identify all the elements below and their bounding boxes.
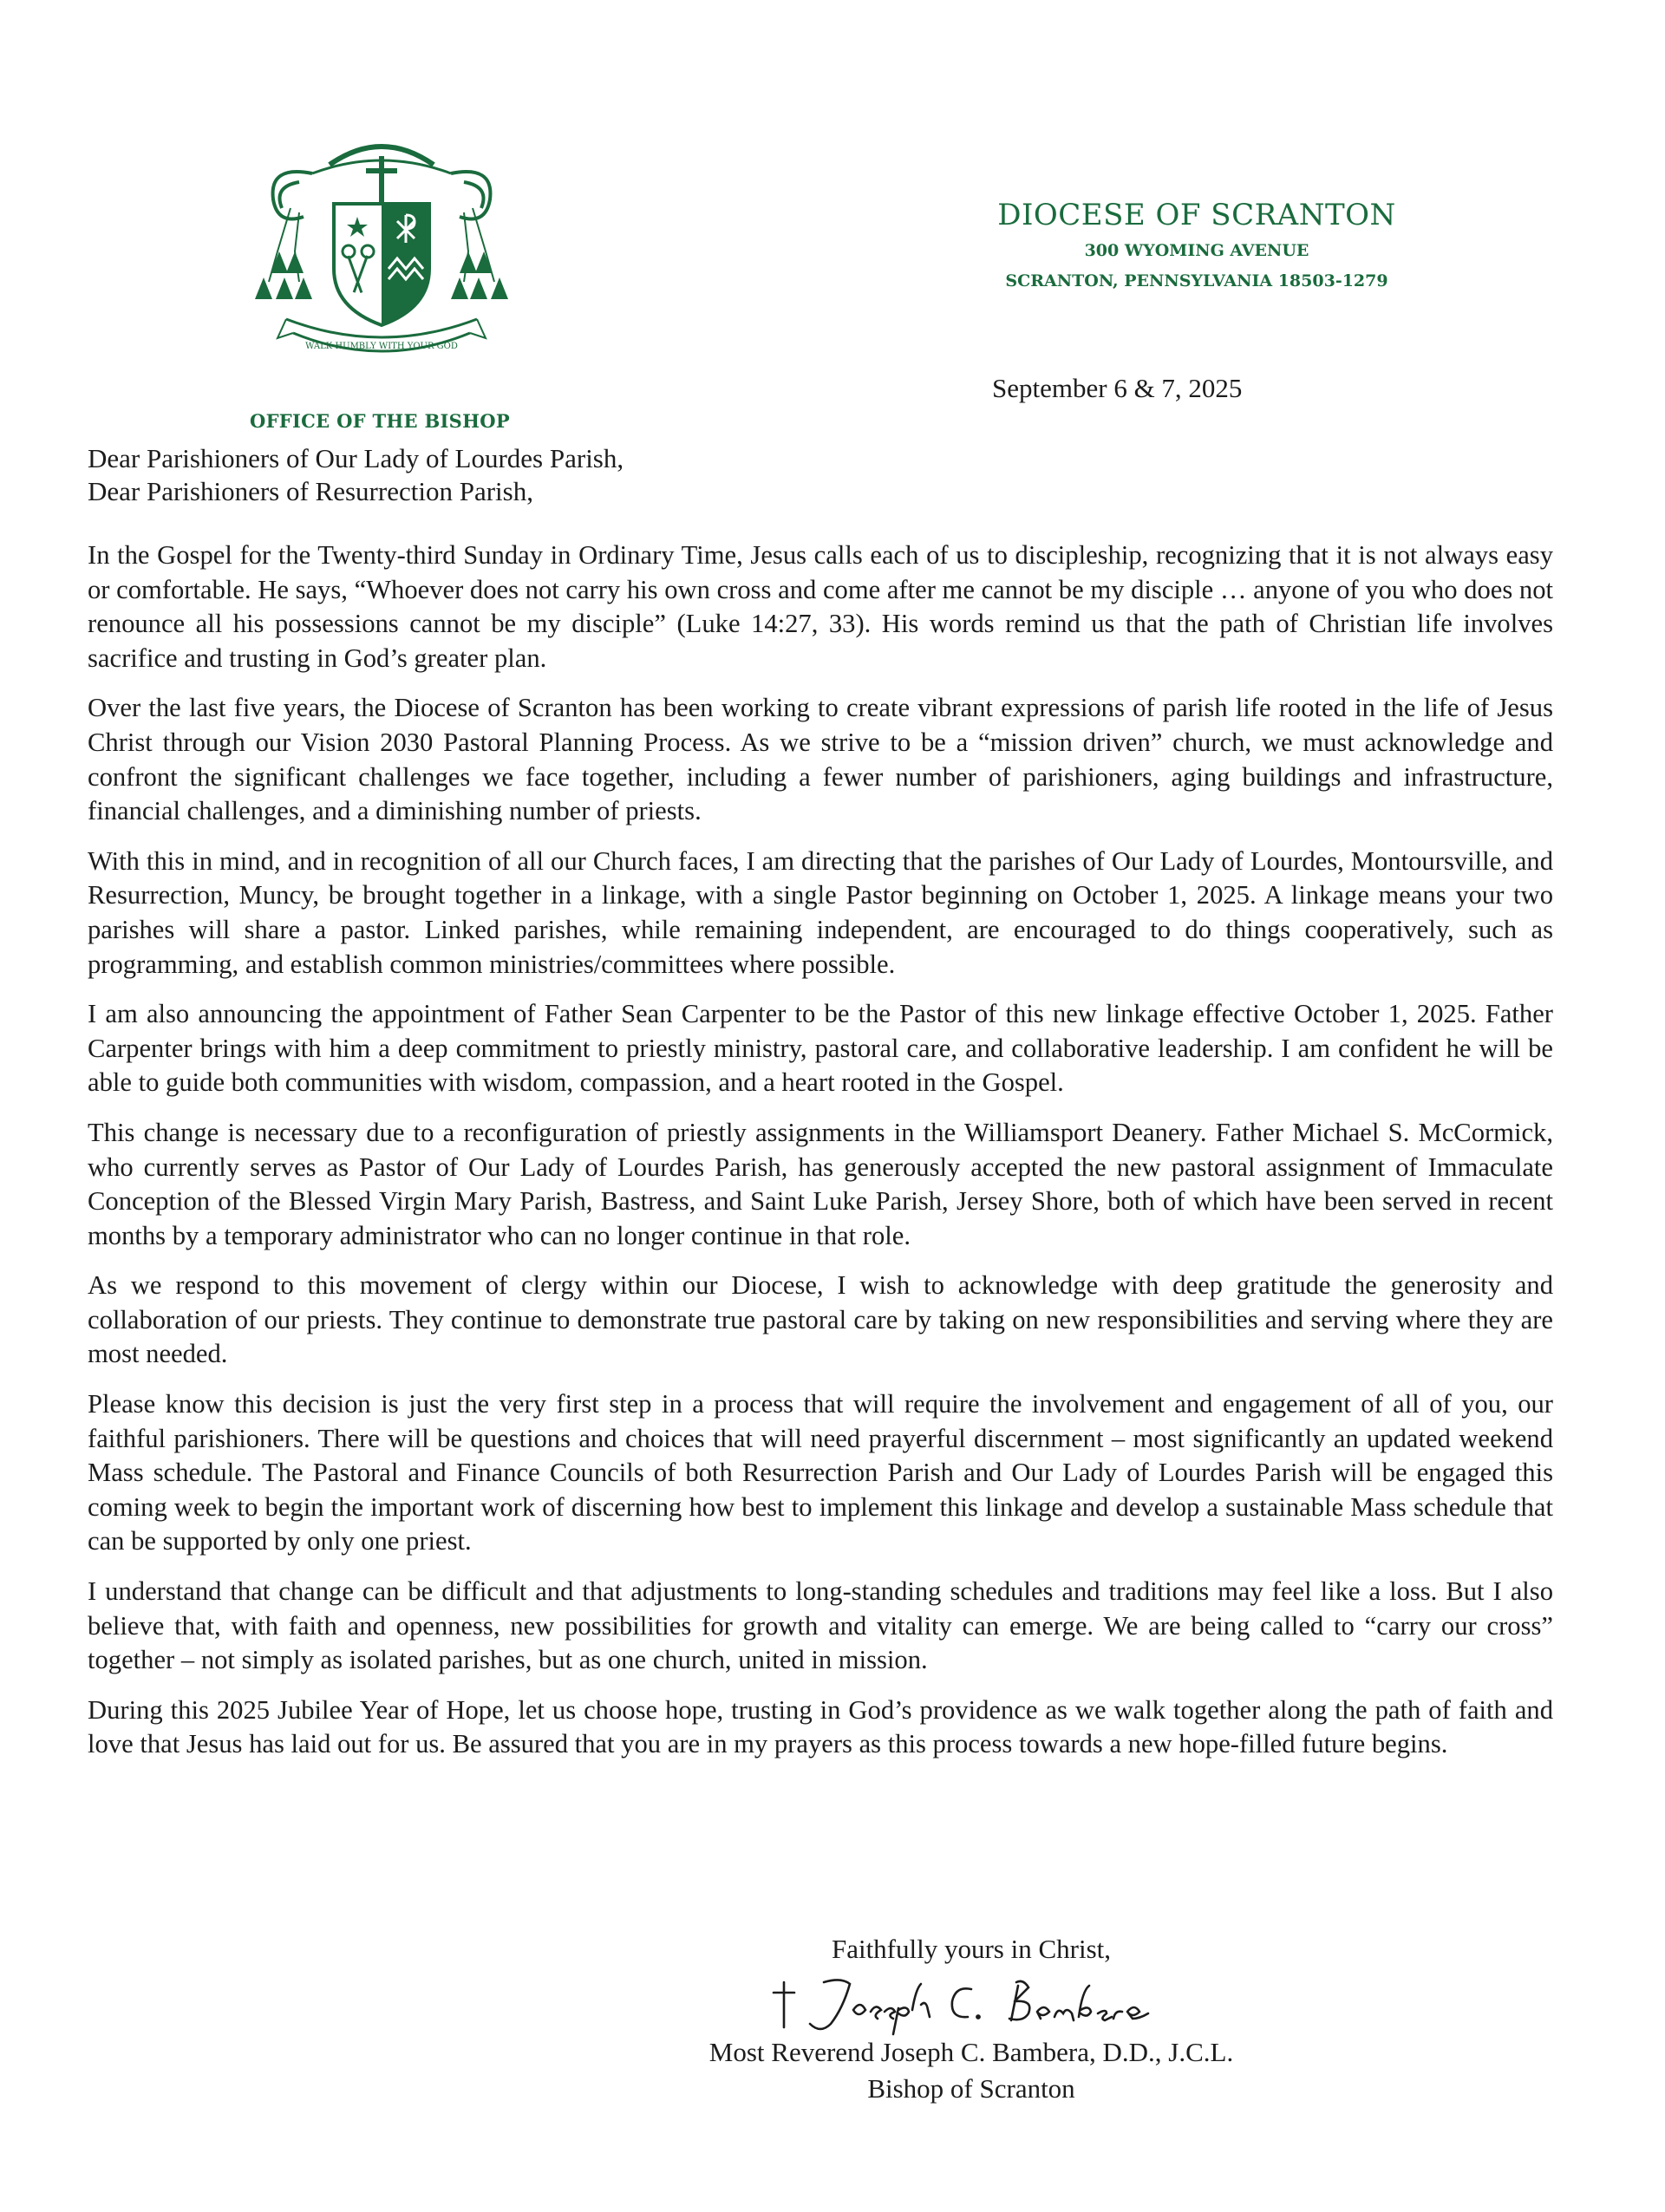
paragraph: Over the last five years, the Diocese of Scranton has been working to create vibrant expressions of parish life rooted in the life of Jesus Christ through our Vision 2030 Pastoral Planning Process. As we strive to be a “mission driven” church, we must acknowledge and confront the significant challenges we face together, including a fewer number of parishioners, aging buildings and infrastructure, financial challenges, and a diminishing number of priests. <box>88 693 1553 826</box>
paragraph: As we respond to this movement of clergy within our Diocese, I wish to acknowledge with deep gratitude the generosity and collaboration of our priests. They continue to demonstrate true pastoral care by taking on new responsibilities and serving where they are most needed. <box>88 1270 1553 1369</box>
diocese-name: DIOCESE OF SCRANTON <box>997 198 1396 232</box>
salutation <box>88 442 1562 508</box>
salutation-line: Dear Parishioners of Resurrection Parish, <box>88 476 533 506</box>
address-line-2: SCRANTON, PENNSYLVANIA 18503-1279 <box>1005 271 1388 290</box>
paragraph: With this in mind, and in recognition of all our Church faces, I am directing that the parishes of Our Lady of Lourdes, Montoursville, and Resurrection, Muncy, be brought together in a linkage, with a single Pastor beginning on October 1, 2025. A linkage means your two parishes will share a pastor. Linked parishes, while remaining independent, are encouraged to do things cooperatively, such as programming, and establish common ministries/committees where possible. <box>88 845 1553 979</box>
address-line-1: 300 WYOMING AVENUE <box>1084 241 1309 260</box>
signatory-title: Bishop of Scranton <box>867 2073 1075 2104</box>
coat-of-arms-logo <box>251 121 512 382</box>
paragraph: I am also announcing the appointment of Father Sean Carpenter to be the Pastor of this new linkage effective October 1, 2025. Father Carpenter brings with him a deep commitment to priestly ministry, pastoral care, and collaborative leadership. I am confident he will be able to guide both communities with wisdom, compassion, and a heart rooted in the Gospel. <box>88 999 1553 1098</box>
letter-body <box>88 538 1553 1778</box>
salutation-line: Dear Parishioners of Our Lady of Lourdes Parish, <box>88 443 624 473</box>
letter-date: September 6 & 7, 2025 <box>992 373 1243 403</box>
paragraph: During this 2025 Jubilee Year of Hope, let us choose hope, trusting in God’s providence as we walk together along the path of faith and love that Jesus has laid out for us. Be assured that you are in my prayers as this process towards a new hope-filled future begins. <box>88 1694 1553 1759</box>
handwritten-signature <box>763 1970 1214 2039</box>
paragraph: This change is necessary due to a reconfiguration of priestly assignments in the Williamsport Deanery. Father Michael S. McCormick, who currently serves as Pastor of Our Lady of Lourdes Parish, has generously accepted the new pastoral assignment of Immaculate Conception of the Blessed Virgin Mary Parish, Bastress, and Saint Luke Parish, Jersey Shore, both of which have been served in recent months by a temporary administrator who can no longer continue in that role. <box>88 1117 1553 1250</box>
valediction: Faithfully yours in Christ, <box>831 1934 1112 1964</box>
paragraph: I understand that change can be difficult and that adjustments to long-standing schedules and traditions may feel like a loss. But I also believe that, with faith and openness, new possibilities for growth and vitality can emerge. We are being called to “carry our cross” together – not simply as isolated parishes, but as one church, united in mission. <box>88 1576 1553 1675</box>
paragraph: Please know this decision is just the very first step in a process that will require the involvement and engagement of all of you, our faithful parishioners. There will be questions and choices that will need prayerful discernment – most significantly an updated weekend Mass schedule. The Pastoral and Finance Councils of both Resurrection Parish and Our Lady of Lourdes Parish will be engaged this coming week to begin the important work of discerning how best to implement this linkage and develop a sustainable Mass schedule that can be supported by only one priest. <box>88 1389 1553 1556</box>
crest-motto: WALK HUMBLY WITH YOUR GOD <box>305 342 458 351</box>
paragraph: In the Gospel for the Twenty-third Sunday in Ordinary Time, Jesus calls each of us to discipleship, recognizing that it is not always easy or comfortable. He says, “Whoever does not carry his own cross and come after me cannot be my disciple … anyone of you who does not renounce all his possessions cannot be my disciple” (Luke 14:27, 33). His words remind us that the path of Christian life involves sacrifice and trusting in God’s greater plan. <box>88 540 1553 673</box>
office-of-the-bishop-label: OFFICE OF THE BISHOP <box>250 410 510 432</box>
signatory-name: Most Reverend Joseph C. Bambera, D.D., J.C.L. <box>708 2037 1234 2067</box>
